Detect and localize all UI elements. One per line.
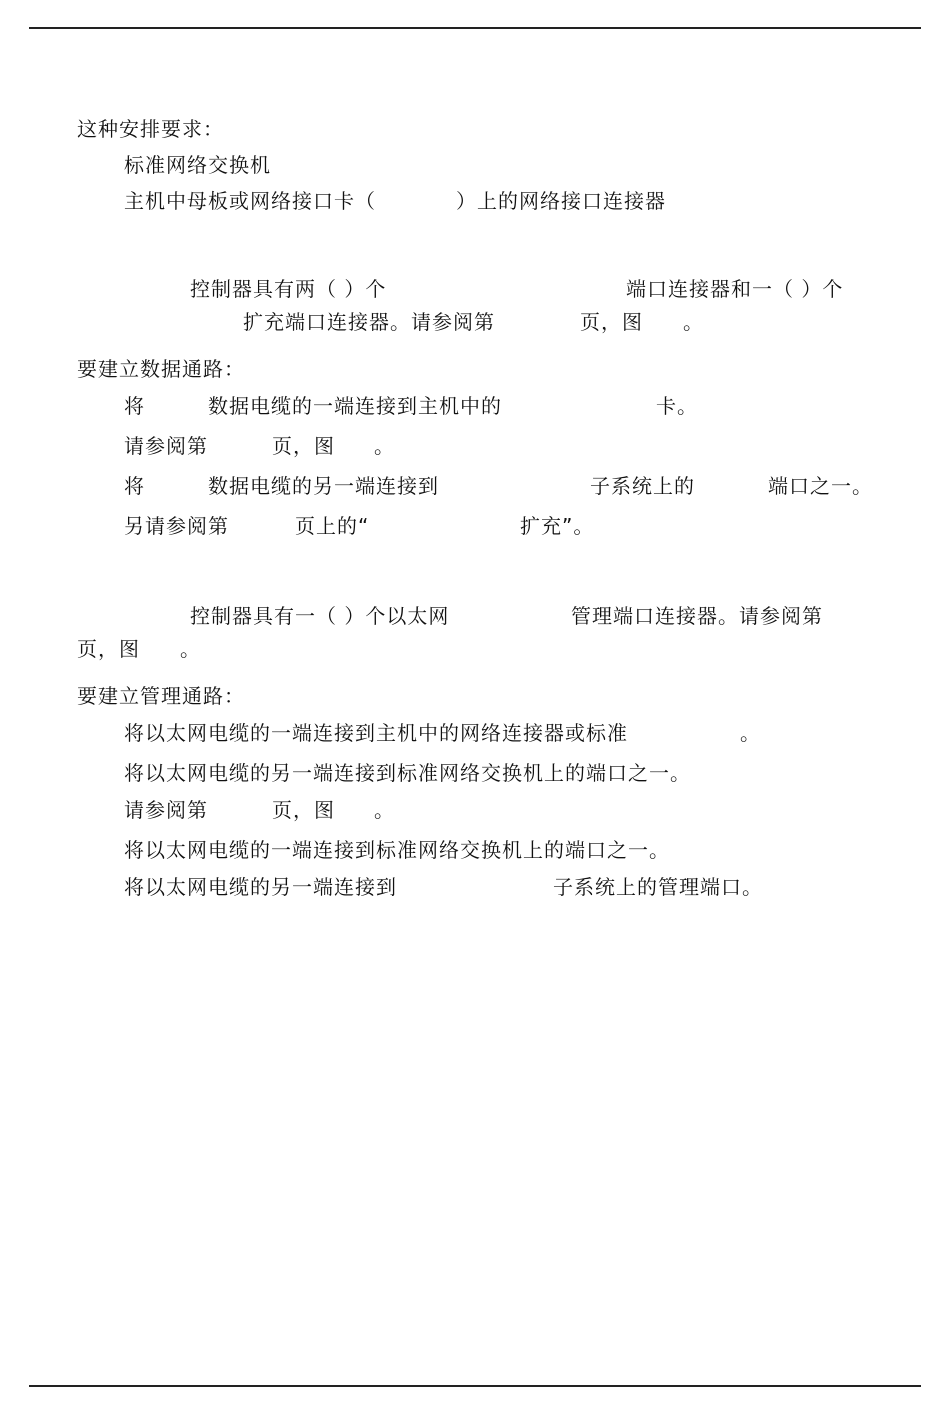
mgmt-step-3c: 。: [374, 798, 395, 822]
controller-ports-text-4: 页，图: [580, 310, 643, 334]
mgmt-step-1b: 。: [740, 721, 761, 745]
data-step-3d: 端口之一。: [768, 474, 873, 498]
controller-mgmt-text-2: 管理端口连接器。请参阅第: [571, 604, 823, 628]
controller-mgmt-text-1: 控制器具有一（ ）个以太网: [190, 604, 450, 628]
requirement-2-end: ）上的网络接口连接器: [456, 189, 666, 213]
mgmt-step-2: 将以太网电缆的另一端连接到标准网络交换机上的端口之一。: [124, 761, 691, 785]
data-step-4a: 另请参阅第: [124, 514, 229, 538]
requirement-1: 标准网络交换机: [124, 153, 271, 177]
bottom-rule: [29, 1385, 921, 1387]
controller-mgmt-text-3: 页，图: [77, 637, 140, 661]
data-step-2b: 页，图: [272, 434, 335, 458]
data-step-3a: 将: [124, 474, 145, 498]
data-step-1c: 卡。: [656, 394, 698, 418]
controller-ports-text-3: 扩充端口连接器。请参阅第: [243, 310, 495, 334]
mgmt-path-heading: 要建立管理通路：: [77, 684, 245, 708]
data-step-2a: 请参阅第: [124, 434, 208, 458]
mgmt-step-1a: 将以太网电缆的一端连接到主机中的网络连接器或标准: [124, 721, 628, 745]
controller-ports-text-5: 。: [683, 310, 704, 334]
intro-text: 这种安排要求：: [77, 117, 224, 141]
top-rule: [29, 27, 921, 29]
mgmt-step-3b: 页，图: [272, 798, 335, 822]
controller-ports-text-2: 端口连接器和一（ ）个: [626, 277, 844, 301]
data-path-heading: 要建立数据通路：: [77, 357, 245, 381]
controller-mgmt-text-4: 。: [180, 637, 201, 661]
data-step-3b: 数据电缆的另一端连接到: [208, 474, 439, 498]
mgmt-step-3a: 请参阅第: [124, 798, 208, 822]
data-step-4b: 页上的“: [295, 514, 370, 538]
data-step-3c: 子系统上的: [590, 474, 695, 498]
data-step-4c: 扩充”。: [520, 514, 595, 538]
data-step-1a: 将: [124, 394, 145, 418]
mgmt-step-5a: 将以太网电缆的另一端连接到: [124, 875, 397, 899]
mgmt-step-4: 将以太网电缆的一端连接到标准网络交换机上的端口之一。: [124, 838, 670, 862]
requirement-2-start: 主机中母板或网络接口卡（: [124, 189, 376, 213]
controller-ports-text-1: 控制器具有两（ ）个: [190, 277, 387, 301]
data-step-2c: 。: [374, 434, 395, 458]
mgmt-step-5b: 子系统上的管理端口。: [553, 875, 763, 899]
data-step-1b: 数据电缆的一端连接到主机中的: [208, 394, 502, 418]
